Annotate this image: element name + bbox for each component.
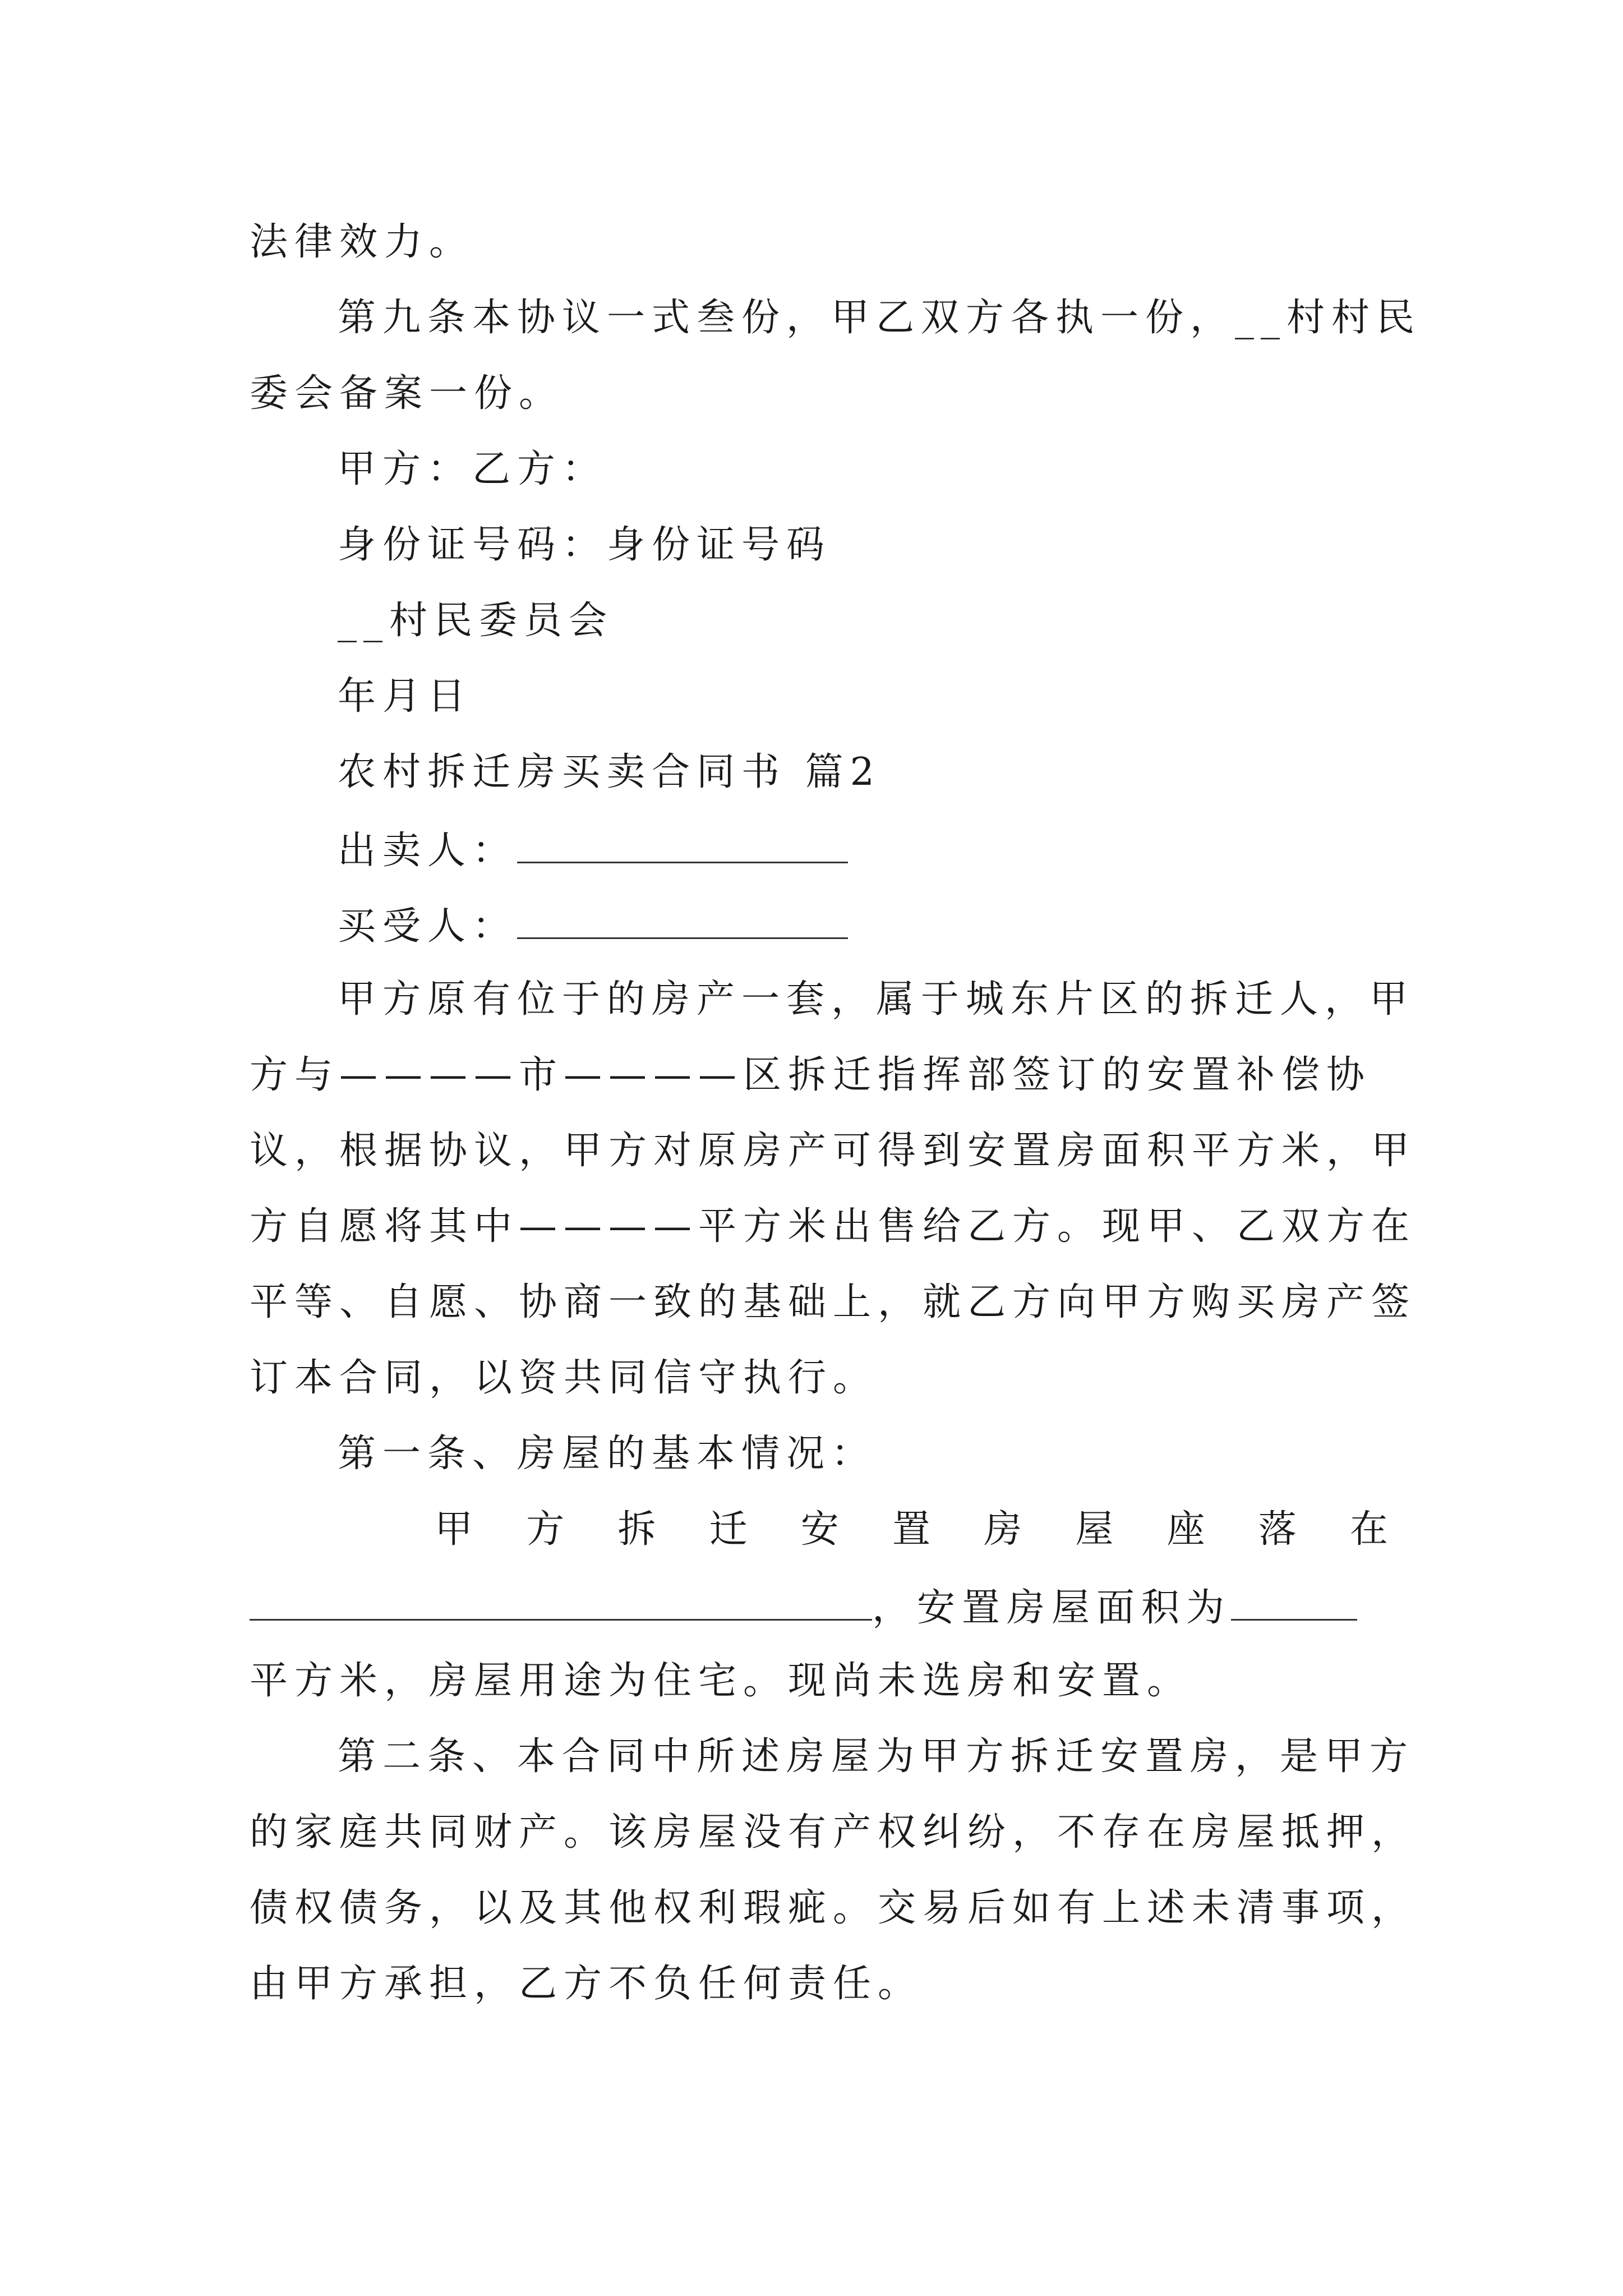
- buyer-label: 买受人：: [338, 904, 518, 949]
- char: 落: [1258, 1507, 1297, 1552]
- text-line: 由甲方承担，乙方不负任何责任。: [250, 1962, 923, 2006]
- spaced-text-line: [435, 1507, 1388, 1552]
- seller-blank: [517, 829, 848, 863]
- char: 屋: [1075, 1507, 1114, 1552]
- text-line: 委会备案一份。: [250, 371, 564, 416]
- area-label: ，安置房屋面积为: [872, 1586, 1232, 1630]
- text-line: 订本合同，以资共同信守执行。: [250, 1356, 878, 1400]
- text-line: 的家庭共同财产。该房屋没有产权纠纷，不存在房屋抵押，: [250, 1810, 1417, 1855]
- date-line: 年月日: [338, 674, 473, 719]
- text-line: 债权债务，以及其他权利瑕疵。交易后如有上述未清事项，: [250, 1886, 1417, 1930]
- char: 方: [526, 1507, 565, 1552]
- char: 安: [800, 1507, 839, 1552]
- location-blank: [250, 1586, 872, 1621]
- text-line: 议，根据协议，甲方对原房产可得到安置房面积平方米，甲: [250, 1129, 1417, 1173]
- text-line: 法律效力。: [250, 220, 474, 264]
- text-line: 平方米，房屋用途为住宅。现尚未选房和安置。: [250, 1659, 1192, 1703]
- text-line: 第九条本协议一式叁份，甲乙双方各执一份，__村村民: [338, 296, 1422, 340]
- buyer-blank: [517, 905, 848, 939]
- buyer-line: [338, 904, 848, 949]
- section-title: 农村拆迁房买卖合同书 篇2: [338, 750, 881, 794]
- text-line: 第二条、本合同中所述房屋为甲方拆迁安置房，是甲方: [338, 1734, 1415, 1779]
- text-line: 甲方原有位于的房产一套，属于城东片区的拆迁人，甲: [338, 977, 1415, 1022]
- char: 迁: [709, 1507, 748, 1552]
- text-line: 平等、自愿、协商一致的基础上，就乙方向甲方购买房产签: [250, 1280, 1417, 1324]
- area-blank: [1231, 1586, 1357, 1621]
- char: 在: [1349, 1507, 1388, 1552]
- char: 座: [1166, 1507, 1205, 1552]
- char: 置: [892, 1507, 930, 1552]
- char: 房: [984, 1507, 1022, 1552]
- signature-parties: 甲方：乙方：: [338, 447, 607, 491]
- id-number-labels: 身份证号码：身份证号码: [338, 523, 832, 567]
- seller-line: [338, 829, 848, 873]
- location-area-line: [250, 1586, 1357, 1630]
- article-heading: 第一条、房屋的基本情况：: [338, 1432, 877, 1476]
- char: 拆: [617, 1507, 656, 1552]
- village-committee: __村民委员会: [338, 599, 614, 643]
- text-line: 方自愿将其中————平方米出售给乙方。现甲、乙双方在: [250, 1204, 1417, 1249]
- seller-label: 出卖人：: [338, 829, 518, 873]
- char: 甲: [435, 1507, 473, 1552]
- text-line: 方与————市————区拆迁指挥部签订的安置补偿协: [250, 1053, 1372, 1097]
